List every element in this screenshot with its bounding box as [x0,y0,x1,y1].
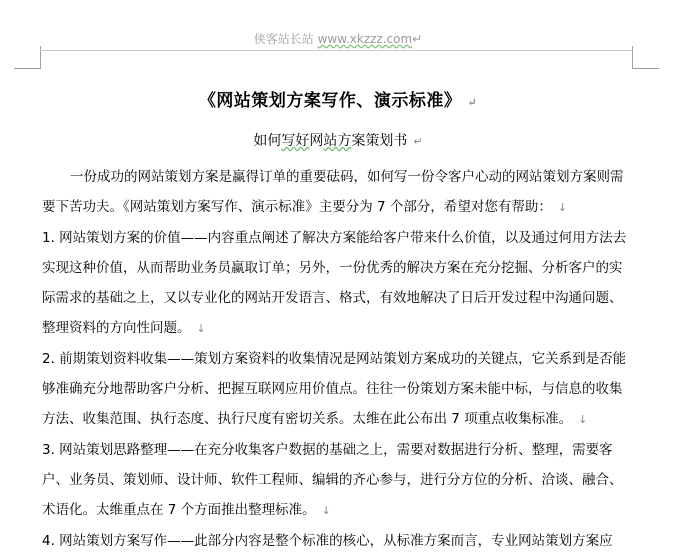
line-break-mark: ↓ [196,322,206,335]
header-url: www.xkzzz.com [317,32,413,46]
paragraph-item-1 [42,223,634,344]
paragraph-item-2 [42,344,634,435]
paragraph-item-4 [42,526,634,556]
paragraph-text: 4. 网站策划方案写作——此部分内容是整个标准的核心，从标准方案而言，专业网站策划方案应 [42,533,613,549]
title-text: 《网站策划方案写作、演示标准》 [198,91,462,111]
paragraph-text: 一份成功的网站策划方案是赢得订单的重要砝码，如何写一份令客户心动的网站策划方案则需要下苦功夫。《网站策划方案写作、演示标准》主要分为 7 个部分，希望对您有帮助： [42,169,624,215]
document-body [42,162,634,556]
header-site-name: 侠客站长站 [253,32,314,46]
margin-corner-top-left [14,46,41,69]
subtitle-part: 网 [309,133,324,149]
line-break-mark: ↓ [321,504,331,517]
margin-corner-top-right [632,46,659,69]
subtitle-return-mark: ↵ [413,135,423,148]
subtitle-part: 如何 [253,133,282,149]
title-return-mark: ↵ [467,96,478,109]
line-break-mark: ↓ [578,413,588,426]
subtitle-part: 写好 [281,133,310,149]
document-subtitle [0,130,676,150]
line-break-mark: ↓ [557,201,568,214]
paragraph-text: 1. 网站策划方案的价值——内容重点阐述了解决方案能给客户带来什么价值，以及通过何用方法去实现这种价值，从而帮助业务员赢取订单；另外，一份优秀的解决方案在充分挖掘、分析客户的实际需求的基础之上，又以专业化的网站开发语言、格式，有效地解决了日后开发过程中沟通问题、整理资料的方向性问题。 [42,230,627,336]
header-return-mark: ↵ [412,32,423,46]
header-divider [40,50,632,51]
paragraph-text: 2. 前期策划资料收集——策划方案资料的收集情况是网站策划方案成功的关键点，它关系到是否能够准确充分地帮助客户分析、把握互联网应用价值点。往往一份策划方案未能中标，与信息的收集方法、收集范围、执行态度、执行尺度有密切关系。太维在此公布出 7 项重点收集标准。 [42,351,627,427]
document-title [0,86,676,111]
paragraph-text: 3. 网站策划思路整理——在充分收集客户数据的基础之上，需要对数据进行分析、整理，需要客户、业务员、策划师、设计师、软件工程师、编辑的齐心参与，进行分方位的分析、洽谈、融合、术语化。太维重点在 7 个方面推出整理标准。 [42,442,623,518]
paragraph-intro [42,162,634,223]
subtitle-part: 站方 [323,133,352,149]
page-header [0,30,676,47]
paragraph-item-3 [42,435,634,526]
subtitle-part: 案策划书 [351,133,408,149]
